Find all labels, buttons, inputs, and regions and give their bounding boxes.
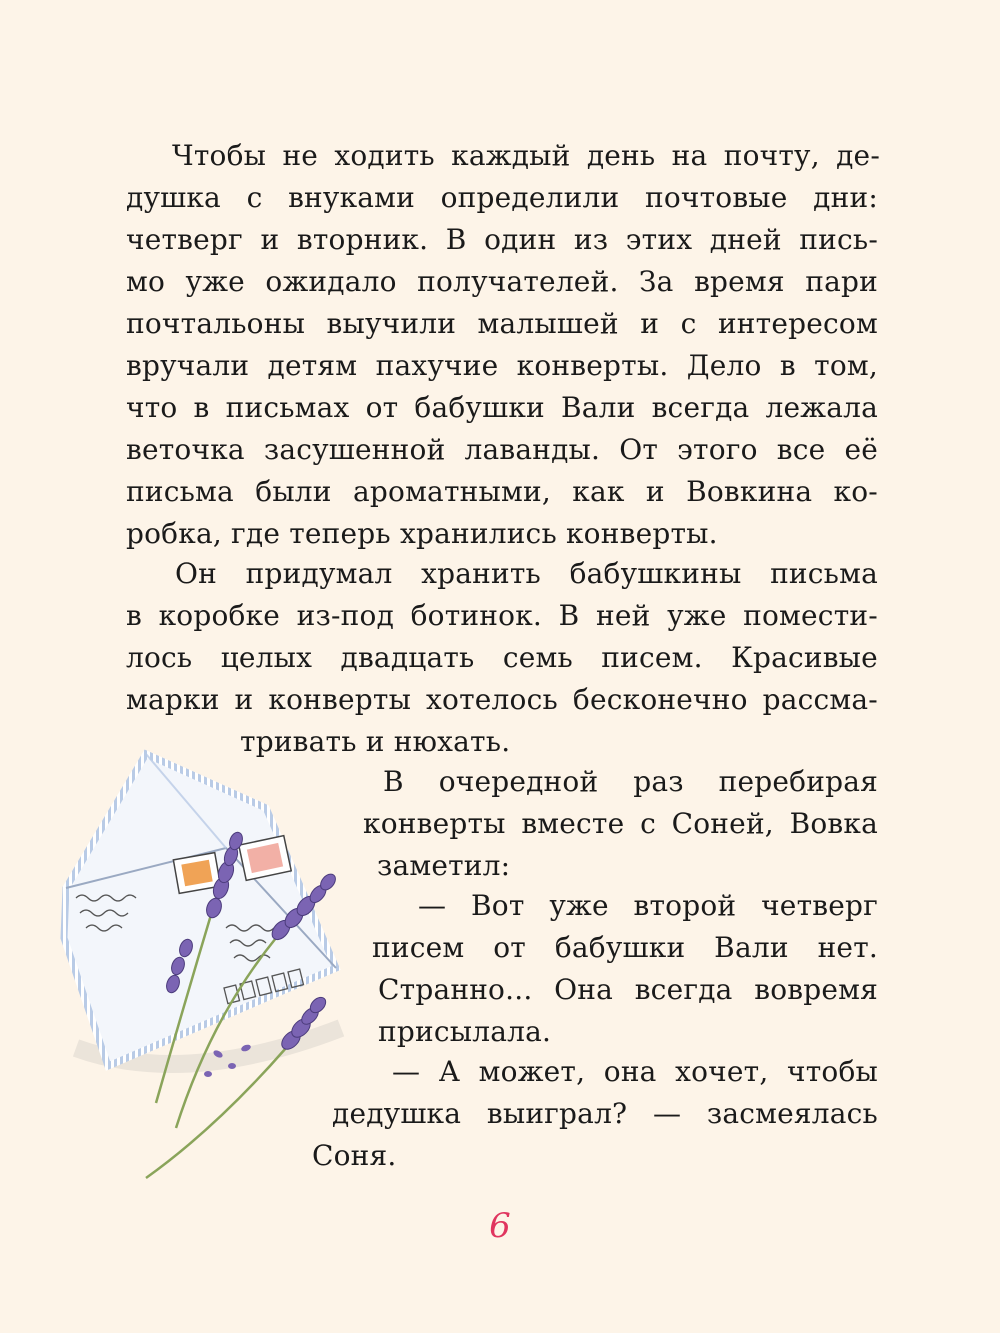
text-line: веточка засушенной лаванды. От этого все её — [126, 433, 878, 466]
text-line: робка, где теперь хранились конверты. — [126, 517, 718, 550]
envelope-lavender-illustration — [36, 748, 356, 1188]
text-line: в коробке из-под ботинок. В ней уже помести- — [126, 599, 878, 632]
text-line: конверты вместе с Соней, Вовка — [363, 807, 878, 840]
text-line: писем от бабушки Вали нет. — [372, 931, 878, 964]
text-line: вручали детям пахучие конверты. Дело в том, — [126, 349, 878, 382]
text-line: тривать и нюхать. — [240, 725, 511, 758]
text-line: лось целых двадцать семь писем. Красивые — [126, 641, 878, 674]
text-line: Он придумал хранить бабушкины письма — [175, 557, 878, 590]
text-line: — А может, она хочет, чтобы — [392, 1055, 878, 1088]
text-line: В очередной раз перебирая — [383, 765, 878, 798]
text-line: Чтобы не ходить каждый день на почту, де- — [172, 139, 880, 172]
text-line: заметил: — [377, 849, 511, 882]
text-line: четверг и вторник. В один из этих дней пись- — [126, 223, 878, 256]
text-line: Соня. — [312, 1139, 397, 1172]
text-line: — Вот уже второй четверг — [418, 889, 878, 922]
text-line: что в письмах от бабушки Вали всегда лежала — [126, 391, 878, 424]
text-line: присылала. — [378, 1015, 552, 1048]
text-line: дедушка выиграл? — засмеялась — [332, 1097, 878, 1130]
text-line: мо уже ожидало получателей. За время пари — [126, 265, 878, 298]
text-line: письма были ароматными, как и Вовкина ко- — [126, 475, 878, 508]
page-number: 6 — [489, 1206, 511, 1246]
text-line: почтальоны выучили малышей и с интересом — [126, 307, 878, 340]
text-line: душка с внуками определили почтовые дни: — [126, 181, 878, 214]
text-line: Странно... Она всегда вовремя — [378, 973, 878, 1006]
text-line: марки и конверты хотелось бесконечно рассма- — [126, 683, 878, 716]
